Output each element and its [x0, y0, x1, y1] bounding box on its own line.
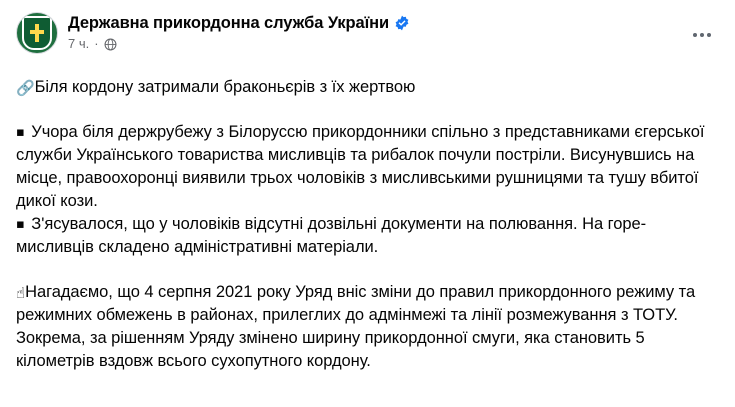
- post-bullet-1-line: [16, 121, 719, 213]
- post-timestamp[interactable]: 7 ч.: [68, 36, 90, 51]
- post-headline-line: [16, 76, 719, 99]
- page-name-row: [68, 13, 410, 33]
- pointing-up-emoji-icon: ☝: [16, 284, 26, 302]
- avatar[interactable]: [16, 12, 58, 54]
- page-emblem-icon: [22, 16, 52, 50]
- post-meta: [68, 36, 410, 52]
- post-closing-line: [16, 327, 719, 373]
- more-options-button[interactable]: [685, 18, 719, 52]
- post-header: [16, 12, 719, 66]
- post-note: Нагадаємо, що 4 серпня 2021 року Уряд вніс зміни до правил прикордонного режиму та режимних обмежень в районах, прилеглих до адмінмежі та лінії розмежування з ТОТУ.: [16, 283, 696, 324]
- post-header-text: [68, 12, 410, 52]
- post-bullet-2: З'ясувалося, що у чоловіків відсутні дозвільні документи на полювання. На горе-мисливців складено адміністративні матеріали.: [16, 215, 647, 256]
- spacer-2: [16, 259, 719, 281]
- post-body: [16, 76, 719, 373]
- post-closing: Зокрема, за рішенням Уряду змінено ширину прикордонної смуги, яка становить 5 кілометрів вздовж всього сухопутного кордону.: [16, 329, 645, 370]
- verified-badge-icon: [394, 15, 410, 31]
- globe-icon[interactable]: [104, 38, 117, 51]
- link-emoji-icon: 🔗: [16, 79, 35, 97]
- meta-separator: ·: [94, 36, 99, 51]
- post-bullet-2-line: [16, 213, 719, 259]
- bullet-square-icon-2: ▪: [16, 217, 25, 232]
- post-headline: Біля кордону затримали браконьєрів з їх жертвою: [34, 78, 416, 96]
- page-name[interactable]: Державна прикордонна служба України: [68, 14, 390, 32]
- post-note-line: [16, 281, 719, 327]
- more-options-icon: [693, 33, 711, 37]
- spacer-1: [16, 99, 719, 121]
- bullet-square-icon: ▪: [16, 125, 25, 140]
- post-bullet-1: Учора біля держрубежу з Білоруссю прикордонники спільно з представниками єгерської служби Українського товариства мисливців та рибалок почули постріли. Висунувшись на місце, правоохоронці виявили трьох чоловіків з мисливськими рушницями та тушу вбитої дикої кози.: [16, 123, 705, 210]
